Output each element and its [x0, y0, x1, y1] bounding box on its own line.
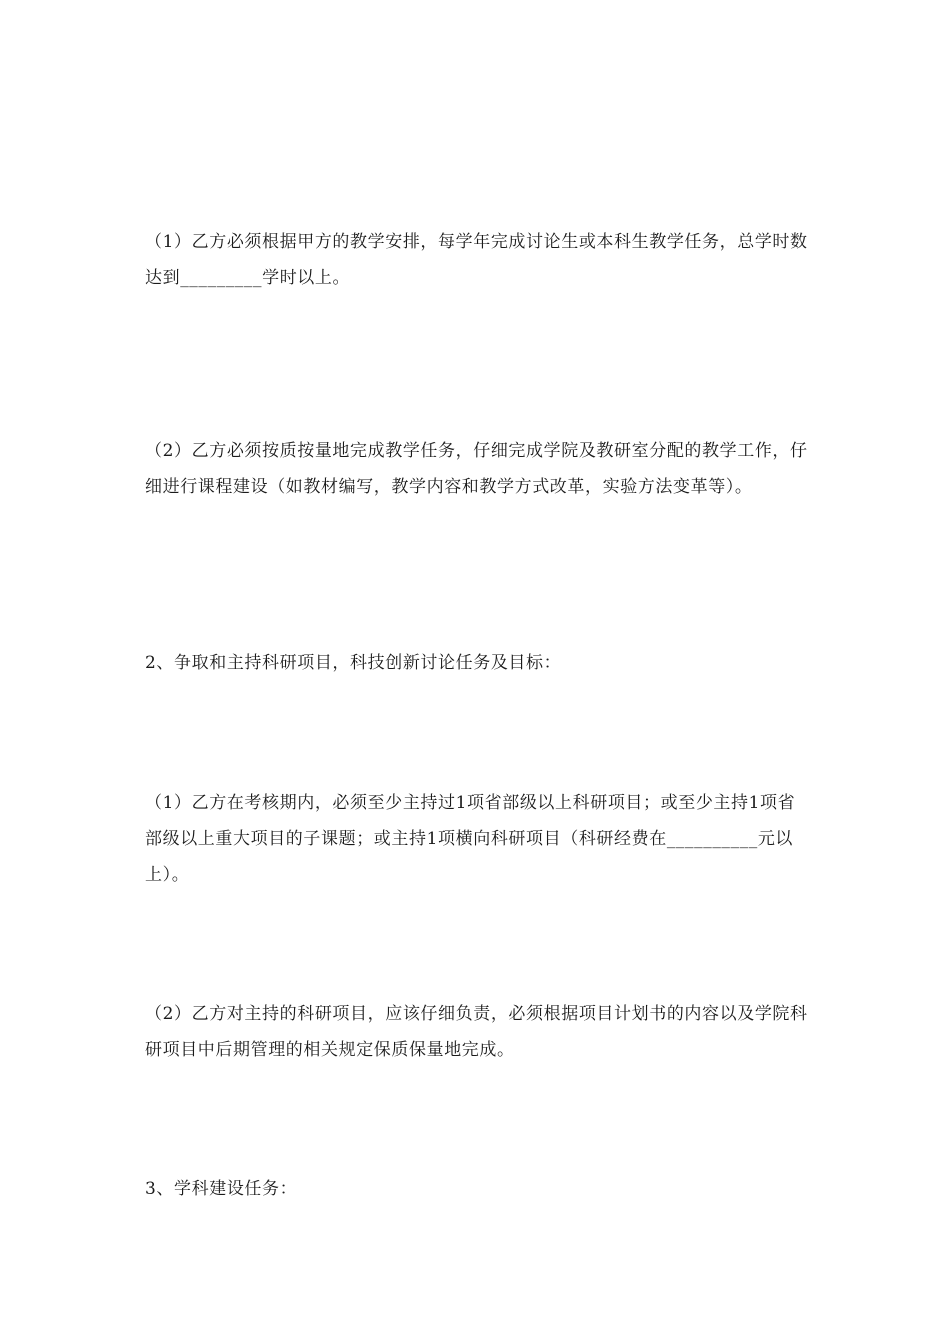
paragraph-research-responsibility: （2）乙方对主持的科研项目，应该仔细负责，必须根据项目计划书的内容以及学院科研项目中后期管理的相关规定保质保量地完成。 — [145, 1004, 808, 1060]
paragraph-teaching-hours: （1）乙方必须根据甲方的教学安排，每学年完成讨论生或本科生教学任务，总学时数达到_________学时以上。 — [145, 232, 808, 288]
paragraph-research-projects: （1）乙方在考核期内，必须至少主持过1项省部级以上科研项目；或至少主持1项省部级以上重大项目的子课题；或主持1项横向科研项目（科研经费在__________元以上）。 — [145, 793, 796, 885]
paragraph-teaching-quality: （2）乙方必须按质按量地完成教学任务，仔细完成学院及教研室分配的教学工作，仔细进行课程建设（如教材编写，教学内容和教学方式改革，实验方法变革等）。 — [145, 441, 808, 497]
section-heading-discipline: 3、学科建设任务： — [145, 1179, 298, 1199]
section-heading-research: 2、争取和主持科研项目，科技创新讨论任务及目标： — [145, 653, 562, 673]
